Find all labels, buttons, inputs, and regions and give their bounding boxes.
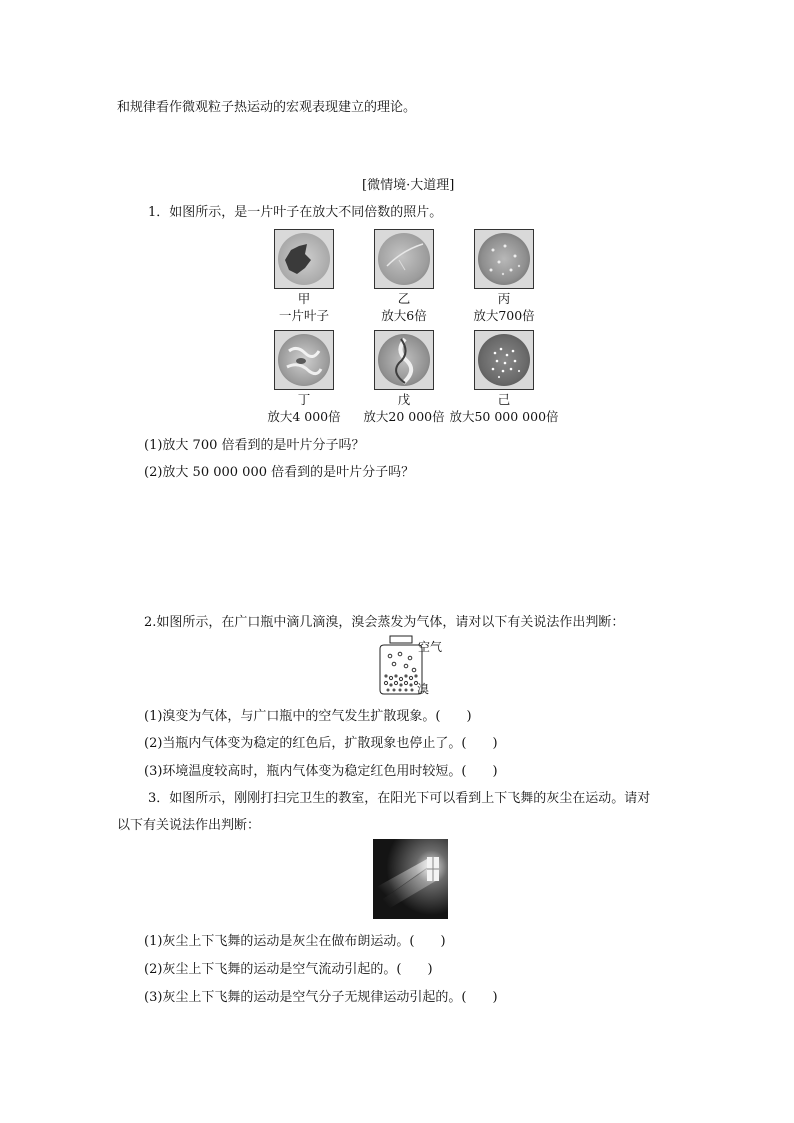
q3-sub1: (1)灰尘上下飞舞的运动是灰尘在做布朗运动。( ) (144, 934, 446, 949)
photo-label-yi: 乙 (397, 291, 411, 306)
leaf-photo-bing (474, 229, 534, 289)
air-label: 空气 (418, 640, 443, 654)
leaf-photo-ji (474, 330, 534, 390)
sunlit-classroom-photo (373, 839, 448, 919)
leaf-photo-yi (374, 229, 434, 289)
q2-sub1: (1)溴变为气体，与广口瓶中的空气发生扩散现象。( ) (144, 709, 472, 724)
section-title: [微情境·大道理] (362, 178, 455, 193)
bromine-bottle-diagram (376, 634, 456, 698)
q1-stem: 1．如图所示，是一片叶子在放大不同倍数的照片。 (148, 205, 443, 220)
photo-caption-jia: 一片叶子 (278, 308, 329, 323)
leaf-photo-jia (274, 229, 334, 289)
q3-stem-line2: 以下有关说法作出判断： (117, 818, 261, 833)
q2-sub2: (2)当瓶内气体变为稳定的红色后，扩散现象也停止了。( ) (144, 736, 498, 751)
q1-sub2: (2)放大 50 000 000 倍看到的是叶片分子吗？ (144, 465, 415, 480)
q3-stem-line1: 3．如图所示，刚刚打扫完卫生的教室，在阳光下可以看到上下飞舞的灰尘在运动。请对 (148, 791, 651, 806)
photo-label-ji: 己 (497, 392, 511, 407)
photo-label-ding: 丁 (297, 392, 311, 407)
leaf-photo-ding (274, 330, 334, 390)
photo-caption-ji: 放大50 000 000倍 (449, 409, 559, 424)
photo-caption-wu: 放大20 000倍 (363, 409, 445, 424)
q3-sub3: (3)灰尘上下飞舞的运动是空气分子无规律运动引起的。( ) (144, 990, 498, 1005)
bromine-label: 溴 (417, 682, 430, 696)
photo-label-wu: 戊 (397, 392, 411, 407)
photo-label-bing: 丙 (497, 291, 511, 306)
photo-caption-bing: 放大700倍 (473, 308, 535, 323)
photo-caption-yi: 放大6倍 (381, 308, 427, 323)
q3-sub2: (2)灰尘上下飞舞的运动是空气流动引起的。( ) (144, 962, 433, 977)
q2-stem: 2.如图所示，在广口瓶中滴几滴溴，溴会蒸发为气体，请对以下有关说法作出判断： (144, 615, 625, 630)
intro-line: 和规律看作微观粒子热运动的宏观表现建立的理论。 (117, 100, 417, 115)
q2-sub3: (3)环境温度较高时，瓶内气体变为稳定红色用时较短。( ) (144, 764, 498, 779)
photo-label-jia: 甲 (297, 291, 311, 306)
q1-sub1: (1)放大 700 倍看到的是叶片分子吗？ (144, 438, 365, 453)
leaf-photo-wu (374, 330, 434, 390)
photo-caption-ding: 放大4 000倍 (267, 409, 341, 424)
